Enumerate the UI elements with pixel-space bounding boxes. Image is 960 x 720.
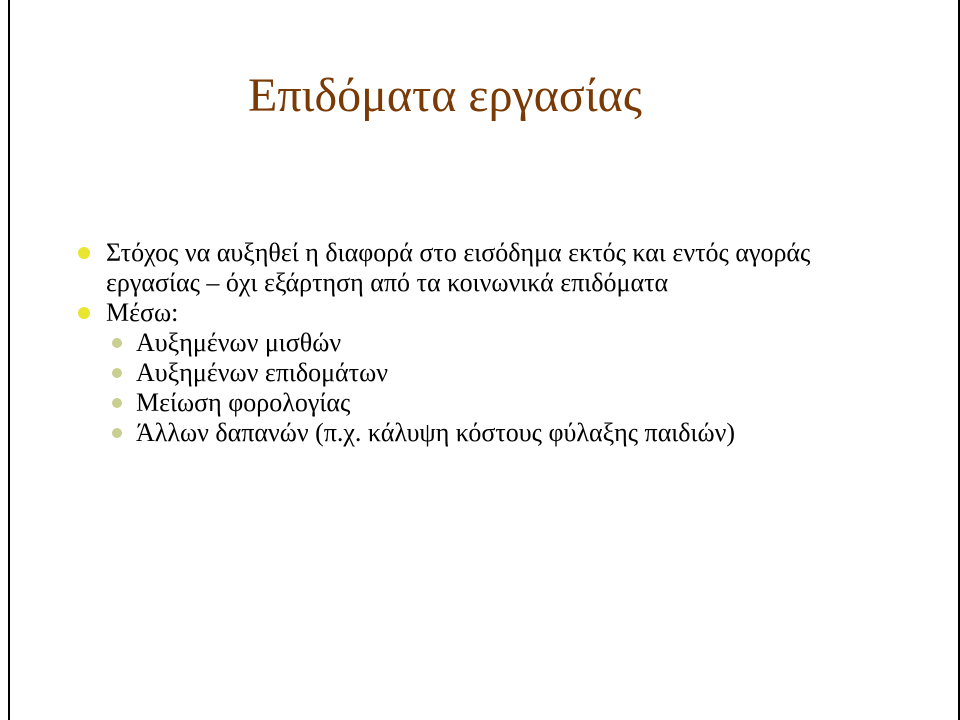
sub-bullet-item-wages xyxy=(76,328,896,358)
slide-left-border xyxy=(8,0,10,720)
bullet-list xyxy=(76,238,896,448)
circle-bullet-icon xyxy=(78,307,90,319)
bullet-text-goal: Στόχος να αυξηθεί η διαφορά στο εισόδημα εκτός και εντός αγοράς εργασίας – όχι εξάρτηση από τα κοινωνικά επιδόματα xyxy=(106,238,811,297)
sub-bullet-text: Αυξημένων μισθών xyxy=(136,328,342,357)
bullet-text-means: Μέσω: xyxy=(106,298,179,327)
circle-bullet-icon xyxy=(112,338,122,348)
sub-bullet-text: Αυξημένων επιδομάτων xyxy=(136,358,388,387)
circle-bullet-icon xyxy=(112,428,122,438)
bullet-item-means xyxy=(76,298,896,328)
sub-bullet-item-other xyxy=(76,418,896,448)
bullet-item-goal xyxy=(76,238,896,298)
circle-bullet-icon xyxy=(78,247,90,259)
circle-bullet-icon xyxy=(112,368,122,378)
sub-bullet-text: Μείωση φορολογίας xyxy=(136,388,351,417)
slide-title: Επιδόματα εργασίας xyxy=(248,69,642,122)
sub-bullet-item-tax xyxy=(76,388,896,418)
sub-bullet-text: Άλλων δαπανών (π.χ. κάλυψη κόστους φύλαξης παιδιών) xyxy=(136,418,736,447)
circle-bullet-icon xyxy=(112,398,122,408)
sub-bullet-item-benefits xyxy=(76,358,896,388)
